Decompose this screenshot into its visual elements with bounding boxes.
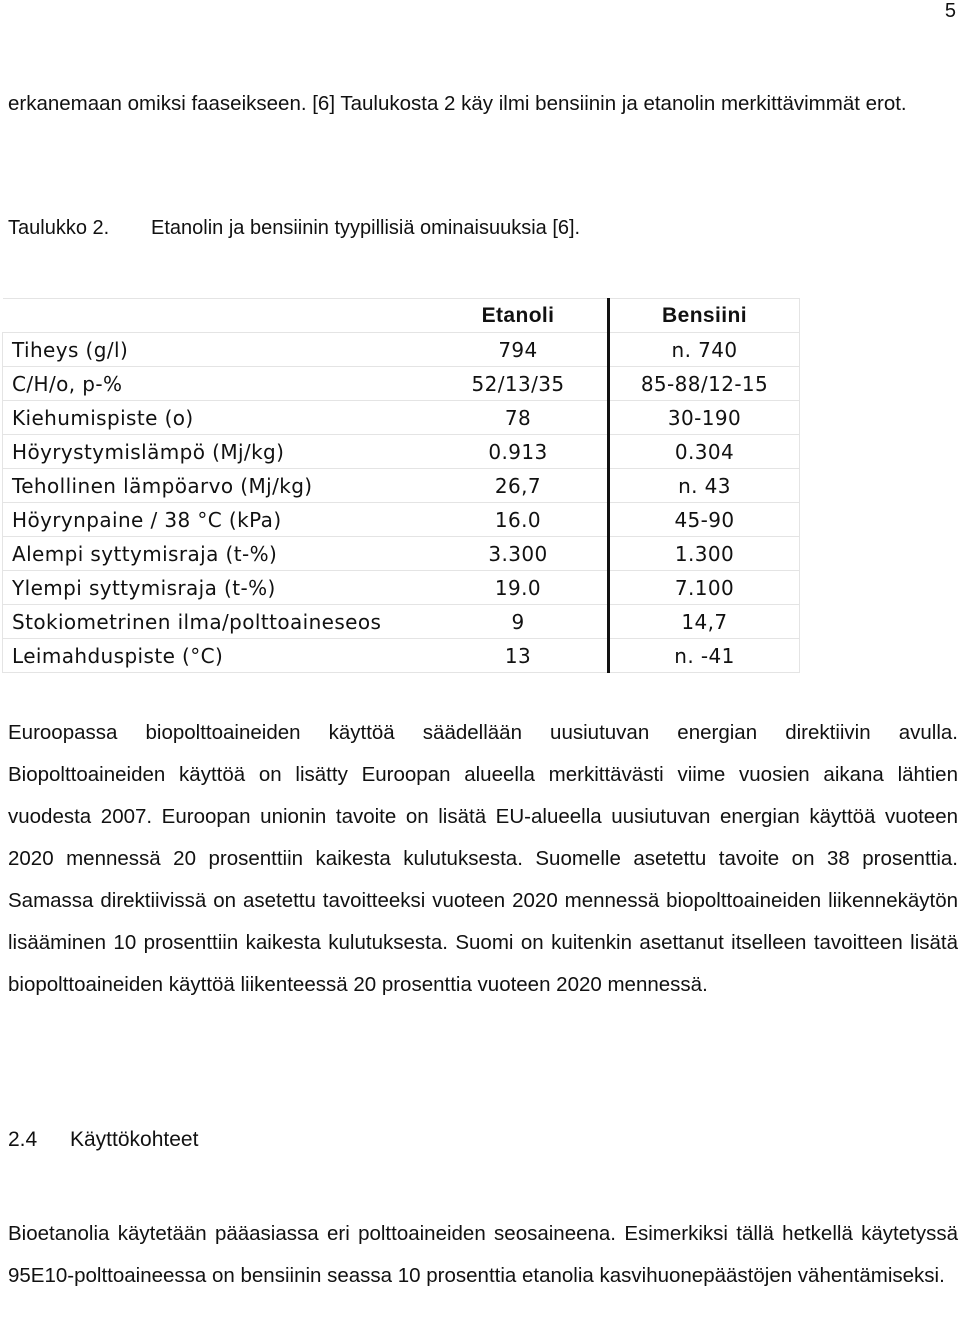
table-cell: 0.913 xyxy=(429,435,609,469)
section-heading xyxy=(8,1120,198,1160)
table-row xyxy=(3,333,800,367)
table-cell: 78 xyxy=(429,401,609,435)
table-header-row xyxy=(3,299,800,333)
section-number: 2.4 xyxy=(8,1128,38,1151)
page-number: 5 xyxy=(944,0,956,22)
table-cell: n. -41 xyxy=(609,639,800,673)
table-cell: 13 xyxy=(429,639,609,673)
table-cell: 794 xyxy=(429,333,609,367)
properties-table-container xyxy=(2,298,800,673)
body-paragraph: Euroopassa biopolttoaineiden käyttöä säädellään uusiutuvan energian direktiivin avulla. Biopolttoaineiden käyttöä on lisätty Euroopan alueella merkittävästi viime vuosien aikana lähtien vuodesta 2007. Euroopan unionin tavoite on lisätä EU-alueella uusiutuvan energian käyttöä vuoteen 2020 mennessä 20 prosenttiin kaikesta kulutuksesta. Suomelle asetettu tavoite on 38 prosenttia. Samassa direktiivissä on asetettu tavoitteeksi vuoteen 2020 mennessä biopolttoaineiden liikennekäytön lisääminen 10 prosenttiin kaikesta kulutuksesta. Suomi on kuitenkin asettanut itselleen tavoitteen lisätä biopolttoaineiden käyttöä liikenteessä 20 prosenttia vuoteen 2020 mennessä. xyxy=(8,721,958,996)
table-cell: n. 43 xyxy=(609,469,800,503)
properties-table xyxy=(2,298,800,673)
table-row xyxy=(3,435,800,469)
table-cell: Höyrystymislämpö (Mj/kg) xyxy=(3,435,430,469)
caption-text: Etanolin ja bensiinin tyypillisiä ominaisuuksia [6]. xyxy=(151,217,581,239)
table-row xyxy=(3,503,800,537)
table-cell: Leimahduspiste (°C) xyxy=(3,639,430,673)
table-row xyxy=(3,469,800,503)
table-cell: Kiehumispiste (o) xyxy=(3,401,430,435)
table-cell: 26,7 xyxy=(429,469,609,503)
table-cell: 1.300 xyxy=(609,537,800,571)
table-body xyxy=(3,333,800,673)
table-header-cell: Bensiini xyxy=(609,299,800,333)
table-cell: 30-190 xyxy=(609,401,800,435)
table-cell: Alempi syttymisraja (t-%) xyxy=(3,537,430,571)
table-cell: 45-90 xyxy=(609,503,800,537)
table-header-cell xyxy=(3,299,430,333)
table-cell: 7.100 xyxy=(609,571,800,605)
table-cell: 16.0 xyxy=(429,503,609,537)
table-cell: Ylempi syttymisraja (t-%) xyxy=(3,571,430,605)
table-row xyxy=(3,605,800,639)
table-cell: Stokiometrinen ilma/polttoaineseos xyxy=(3,605,430,639)
table-row xyxy=(3,401,800,435)
body-paragraph: Bioetanolia käytetään pääasiassa eri polttoaineiden seosaineena. Esimerkiksi tällä hetkellä käytetyssä 95E10-polttoaineessa on bensiinin seassa 10 prosenttia etanolia kasvihuonepäästöjen vähentämiseksi. xyxy=(8,1222,958,1287)
table-cell: 3.300 xyxy=(429,537,609,571)
table-caption xyxy=(8,208,580,248)
table-cell: 85-88/12-15 xyxy=(609,367,800,401)
table-cell: 14,7 xyxy=(609,605,800,639)
caption-number: Taulukko 2. xyxy=(8,217,110,239)
table-cell: 9 xyxy=(429,605,609,639)
table-cell: n. 740 xyxy=(609,333,800,367)
table-row xyxy=(3,537,800,571)
table-cell: 19.0 xyxy=(429,571,609,605)
table-cell: C/H/o, p-% xyxy=(3,367,430,401)
table-row xyxy=(3,571,800,605)
table-row xyxy=(3,639,800,673)
body-paragraph: erkanemaan omiksi faaseikseen. [6] Taulukosta 2 käy ilmi bensiinin ja etanolin merkittävimmät erot. xyxy=(8,92,907,115)
table-header-cell: Etanoli xyxy=(429,299,609,333)
section-title: Käyttökohteet xyxy=(70,1128,199,1151)
table-cell: Tehollinen lämpöarvo (Mj/kg) xyxy=(3,469,430,503)
table-cell: 52/13/35 xyxy=(429,367,609,401)
table-cell: 0.304 xyxy=(609,435,800,469)
table-cell: Höyrynpaine / 38 °C (kPa) xyxy=(3,503,430,537)
table-row xyxy=(3,367,800,401)
table-cell: Tiheys (g/l) xyxy=(3,333,430,367)
